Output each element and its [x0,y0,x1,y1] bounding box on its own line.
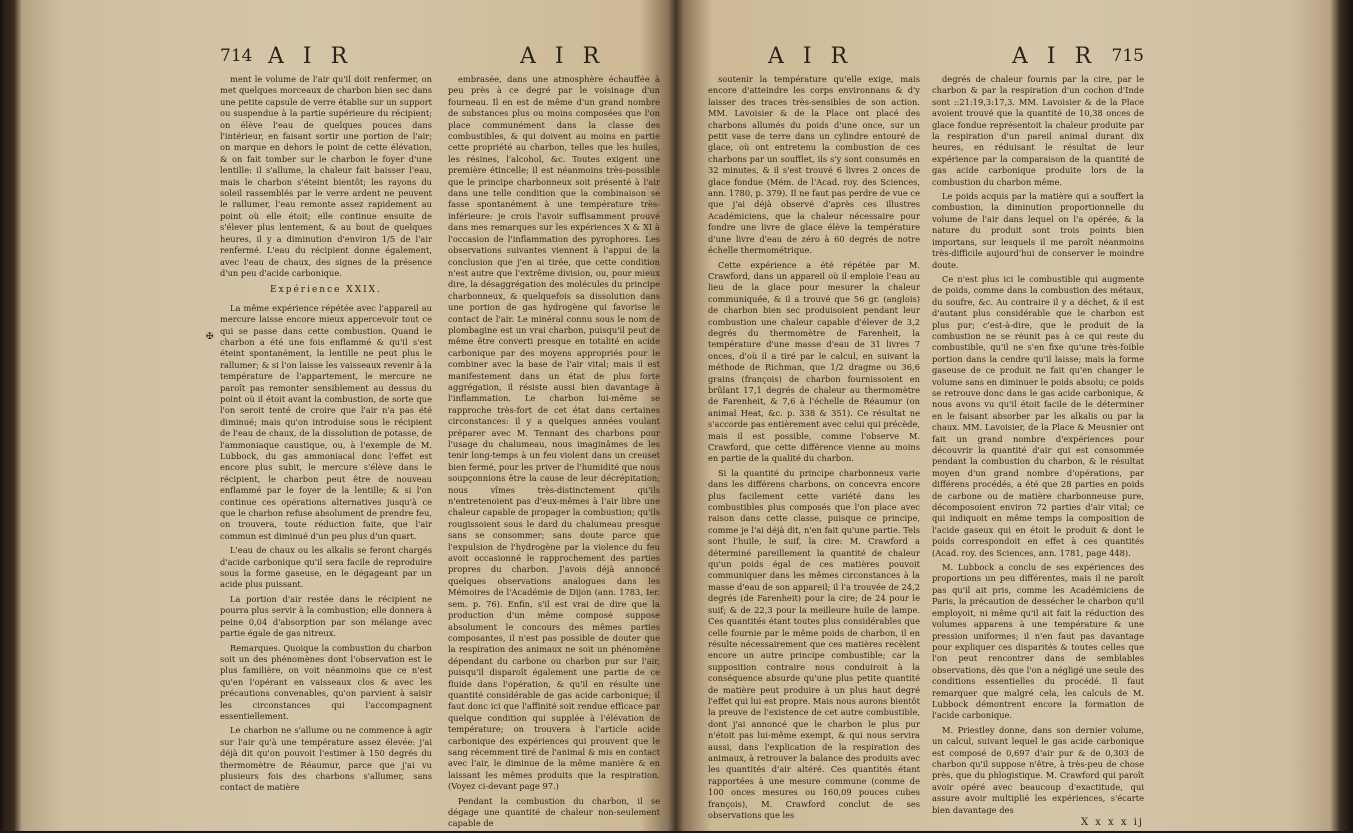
running-title: A I R [768,44,854,69]
page-number: 714 [220,46,253,66]
paragraph: M. Lubbock a conclu de ses expériences des proportions un peu différentes, mais il ne paroît pas qu'il ait pris, comme les Académiciens de Paris, la précaution de dessécher le charbon qu'il employoit, ni même qu'il ait fait la réduction des volumes apparens à une température & une pression uniformes; il n'en faut pas davantage pour expliquer ces disparités & toutes celles que l'on peut rencontrer dans de semblables observations, dès que l'on a négligé une seule des conditions essentielles du procédé. Il faut remarquer que malgré cela, les calculs de M. Lubbock démontrent encore la formation de l'acide carbonique. [932,562,1144,721]
right-running-head [708,40,1144,74]
paragraph: soutenir la température qu'elle exige, mais encore d'atteindre les corps environnans & d'y laisser des traces très-sensibles de son action. MM. Lavoisier & de la Place ont placé des charbons allumés du poids d'une once, sur un petit vase de terre dans un cylindre entouré de glace, où ont entretenu la combustion de ces charbons par un soufflet, ils s'y sont consumés en 32 minutes, & il s'est trouvé 6 livres 2 onces de glace fondue (Mém. de l'Acad. roy. des Sciences, ann. 1780, p. 379). Il ne faut pas perdre de vue ce que j'ai déjà observé d'après ces illustres Académiciens, que la chaleur nécessaire pour fondre une livre de glace élève la température d'une livre d'eau de zéro à 60 degrés de notre échelle thermométrique. [708,74,920,256]
paragraph: Le poids acquis par la matière qui a souffert la combustion, la diminution proportionnelle du volume de l'air dans lequel on l'a opérée, & la nature du produit sont trois points bien importans, sur lesquels il me paroît néanmoins très-difficile aujourd'hui de conserver le moindre doute. [932,191,1144,270]
column-right [932,74,1144,828]
section-heading: Expérience XXIX. [270,285,382,296]
running-title: A I R [1012,44,1098,69]
paragraph: embrasée, dans une atmosphère échauffée à peu près à ce degré par le voisinage d'un fourneau. Il en est de même d'un grand nombre de substances plus ou moins composées que l'on place communément dans la classe des combustibles, & qui doivent au moins en partie cette propriété au charbon, telles que les huiles, les résines, l'alcohol, &c. Toutes exigent une première étincelle; il est néanmoins très-possible que le principe charbonneux soit présenté à l'air dans une telle condition que la combinaison se fasse spontanément à une température très-inférieure: je crois l'avoir suffisamment prouvé dans mes remarques sur les expériences X & XI à l'occasion de l'inflammation des pyrophores. Les observations suivantes viennent à l'appui de la conclusion que j'en ai tirée, que cette condition n'est autre que l'extrême division, ou, pour mieux dire, la désaggrégation des molécules du principe charbonneux, & quelquefois sa dissolution dans une portion de gas hydrogène qui favorise le contact de l'air. Le minéral connu sous le nom de plombagine est un vrai charbon, puisqu'il peut de même être converti presque en totalité en acide carbonique par des moyens appropriés pour le combiner avec la base de l'air vital; mais il est manifestement dans un état de plus forte aggrégation, il résiste aussi bien davantage à l'inflammation. Le charbon lui-même se rapproche très-fort de cet état dans certaines circonstances: il y a quelques années voulant préparer avec M. Tennant des charbons pour l'usage du chalumeau, nous imaginâmes de les tenir long-temps à un feu violent dans un creuset bien fermé, pour les priver de l'humidité que nous soupçonnions être la cause de leur décrépitation; nous vîmes très-distinctement qu'ils n'entretenoient pas d'eux-mêmes à l'air libre une chaleur capable de propager la combustion; qu'ils rougissoient sous le dard du chalumeau presque sans se consommer; sans doute parce que l'expulsion de l'hydrogène par la violence du feu avoit occasionné le rapprochement des parties propres du charbon. J'avois déjà annoncé quelques observations analogues dans les Mémoires de l'Académie de Dijon (ann. 1783, Ier. sem. p. 76). Enfin, s'il est vrai de dire que la production d'un même composé suppose absolument le concours des mêmes parties composantes, il n'est pas possible de douter que la respiration des animaux ne soit un phénomène dépendant du carbone ou charbon pur sur l'air, puisqu'il disparoît également une partie de ce fluide dans l'opération, & qu'il en résulte une quantité considérable de gas acide carbonique; il faut donc ici que l'affinité soit rendue efficace par quelque condition qui supplée à l'élévation de température; on trouvera à l'article acide carbonique des expériences qui prouvent que le sang récemment tiré de l'animal & mis en contact avec l'air, le diminue de la même manière & en laissant les mêmes produits que la respiration. (Voyez ci-devant page 97.) [448,74,660,792]
text-columns [206,74,660,833]
paragraph: La même expérience répétée avec l'appareil au mercure laisse encore mieux appercevoir tout ce qui se passe dans cette combustion. Quand le charbon a été une fois enflammé & qu'il s'est éteint spontanément, la lentille ne peut plus le rallumer; & si l'on laisse les vaisseaux revenir à la température de l'appartement, le mercure ne paroît pas remonter sensiblement au dessus du point où il étoit avant la combustion, de sorte que l'on seroit tenté de croire que l'air n'a pas été diminué; mais qu'on introduise sous le récipient de l'eau de chaux, de la dissolution de potasse, de l'ammoniaque caustique, ou, à l'exemple de M. Lubbock, du gas ammoniacal donc l'effet est encore plus subit, le mercure s'élève dans le récipient, le charbon peut être de nouveau enflammé par le foyer de la lentille; & si l'on continue ces opérations alternatives jusqu'à ce que le charbon refuse absolument de prendre feu, on trouvera, toute réduction faite, que l'air commun est diminué d'un peu plus d'un quart. [220,302,432,541]
paragraph: Ce n'est plus ici le combustible qui augmente de poids, comme dans la combustion des métaux, du soufre, &c. Au contraire il y a déchet, & il est d'autant plus considérable que le charbon est plus pur; c'est-à-dire, que le produit de la combustion ne se réunit pas à ce qui reste du combustible, qu'il ne s'en fixe qu'une très-foible portion dans la cendre qu'il laisse; mais la forme gaseuse de ce produit ne fait qu'en changer le volume sans en diminuer le poids absolu; ce poids se retrouve donc dans le gas acide carbonique, & nous avons vu qu'il étoit facile de le déterminer en le faisant absorber par les alkalis ou par la chaux. MM. Lavoisier, de la Place & Meusnier ont fait un grand nombre d'expériences pour découvrir la quantité d'air qui est consommée pendant la combustion du charbon, & le résultat moyen d'un grand nombre d'opérations, par différens procédés, a été que 28 parties en poids de carbone ou de matière charbonneuse pure, décomposoient environ 72 parties d'air vital; ce qui indiquoit en même temps la composition de l'acide gaseux qui en étoit le produit & dont le poids correspondoit en effet à ces quantités (Acad. roy. des Sciences, ann. 1781, page 448). [932,273,1144,558]
margin-mark: ✠ [206,332,214,342]
column-left [708,74,920,828]
paragraph: Remarques. Quoique la combustion du charbon soit un des phénomènes dont l'observation est le plus familière, on voit néanmoins que ce n'est qu'en l'opérant en vaisseaux clos & avec les précautions convenables, qu'on parvient à saisir les circonstances qui l'accompagnent essentiellement. [220,642,432,721]
left-page [206,40,660,830]
paragraph: Pendant la combustion du charbon, il se dégage une quantité de chaleur non-seulement capable de [448,795,660,829]
column-left [206,74,432,833]
paragraph: L'eau de chaux ou les alkalis se feront chargés d'acide carbonique qu'il sera facile de reproduire sous la forme gaseuse, en le dégageant par un acide plus puissant. [220,545,432,590]
running-title: A I R [520,44,606,69]
text-columns [708,74,1144,828]
paragraph: Si la quantité du principe charbonneux varie dans les différens charbons, on concevra encore plus facilement cette variété dans les combustibles plus composés que l'on place avec raison dans cette classe, puisque ce principe, comme je l'ai déjà dit, n'en fait qu'une partie. Tels sont l'huile, le suif, la cire: M. Crawford a déterminé pareillement la quantité de chaleur qu'un poids égal de ces matières pouvoit communiquer dans les mêmes circonstances à la masse d'eau de son appareil; il l'a trouvée de 24,2 degrés (de Farenheit) pour la cire; de 24 pour le suif; & de 22,3 pour la meilleure huile de lampe. Ces quantités étant toutes plus considérables que celle fournie par le même poids de charbon, il en résulte nécessairement que ces matières recèlent encore un autre principe combustible; car la supposition contraire nous conduiroit à la conséquence absurde qu'une plus petite quantité de matière peut produire à un plus haut degré l'effet qui lui est propre. Mais nous aurons bientôt la preuve de l'existence de cet autre combustible, dont j'ai annoncé que le charbon le plus pur n'étoit pas lui-même exempt, & qui nous servira aussi, dans l'explication de la respiration des animaux, à retrouver la balance des produits avec les quantités d'air altéré. Ces quantités étant rapportées à une mesure commune (comme de 100 onces mesures ou 160,09 pouces cubes françois), M. Crawford conclut de ses observations que les [708,467,920,820]
paragraph: Cette expérience a été répétée par M. Crawford, dans un appareil où il emploie l'eau au lieu de la glace pour mesurer la chaleur communiquée, & il a trouvé que 56 gr. (anglois) de charbon bien sec produisoient pendant leur combustion une chaleur capable d'élever de 3,2 degrés du thermomètre de Farenheit, la température d'une masse d'eau de 31 livres 7 onces, d'où il a tiré par le calcul, en suivant la méthode de Richman, que 1/2 dragme ou 36,6 grains (françois) de charbon fournissoient en brûlant 17,1 degrés de chaleur au thermomètre de Farenheit, & 7,6 à l'échelle de Réaumur (on animal Heat, &c. p. 338 & 351). Ce résultat ne s'accorde pas entièrement avec celui qui précède, mais il est possible, comme l'observe M. Crawford, que cette différence vienne au moins en partie de la qualité du charbon. [708,259,920,464]
signature-mark: X x x x ij [1080,817,1144,828]
paragraph: degrés de chaleur fournis par la cire, par le charbon & par la respiration d'un cochon d'Inde sont ::21:19,3:17,3. MM. Lavoisier & de la Place avoient trouvé que la quantité de 10,38 onces de glace fondue représentoit la chaleur produite par la respiration d'un pareil animal durant dix heures, en réduisant le résultat de leur expérience par la comparaison de la quantité de gas acide carbonique produite lors de la combustion du charbon même. [932,74,1144,187]
paragraph: La portion d'air restée dans le récipient ne pourra plus servir à la combustion; elle donnera à peine 0,04 d'absorption par son mélange avec partie égale de gas nitreux. [220,593,432,639]
left-running-head [220,40,660,74]
column-right [448,74,660,833]
running-title: A I R [268,44,354,69]
right-page [708,40,1144,830]
paragraph: M. Priestley donne, dans son dernier volume, un calcul, suivant lequel le gas acide carbonique est composé de 0,697 d'air pur & de 0,303 de charbon qu'il suppose n'être, à très-peu de chose près, que du phlogistique. M. Crawford qui paroît avoir opéré avec beaucoup d'exactitude, qui assure avoir multiplié les expériences, s'écarte bien davantage des [932,724,1144,815]
paragraph: ment le volume de l'air qu'il doit renfermer, on met quelques morceaux de charbon bien sec dans une petite capsule de verre établie sur un support ou suspendue à la partie supérieure du récipient; on élève l'eau de quelques pouces dans l'intérieur, en faisant sortir une portion de l'air; on marque en dehors le point de cette élévation, & on fait tomber sur le charbon le foyer d'une lentille: il s'allume, la chaleur fait baisser l'eau, mais le charbon s'éteint bientôt; les rayons du soleil rassemblés par le verre ardent ne peuvent le rallumer, l'eau remonte assez rapidement au point où elle étoit; elle continue ensuite de s'élever plus lentement, & au bout de quelques heures, il y a diminution d'environ 1/5 de l'air renfermé. L'eau du récipient donne également, avec l'eau de chaux, des signes de la présence d'un peu d'acide carbonique. [220,74,432,278]
page-number: 715 [1111,46,1144,66]
paragraph: Le charbon ne s'allume ou ne commence à agir sur l'air qu'à une température assez élevée: j'ai déjà dit qu'on pouvoit l'estimer à 150 degrés du thermomètre de Réaumur, parce que j'ai vu plusieurs fois des charbons s'allumer, sans contact de matière [220,725,432,793]
